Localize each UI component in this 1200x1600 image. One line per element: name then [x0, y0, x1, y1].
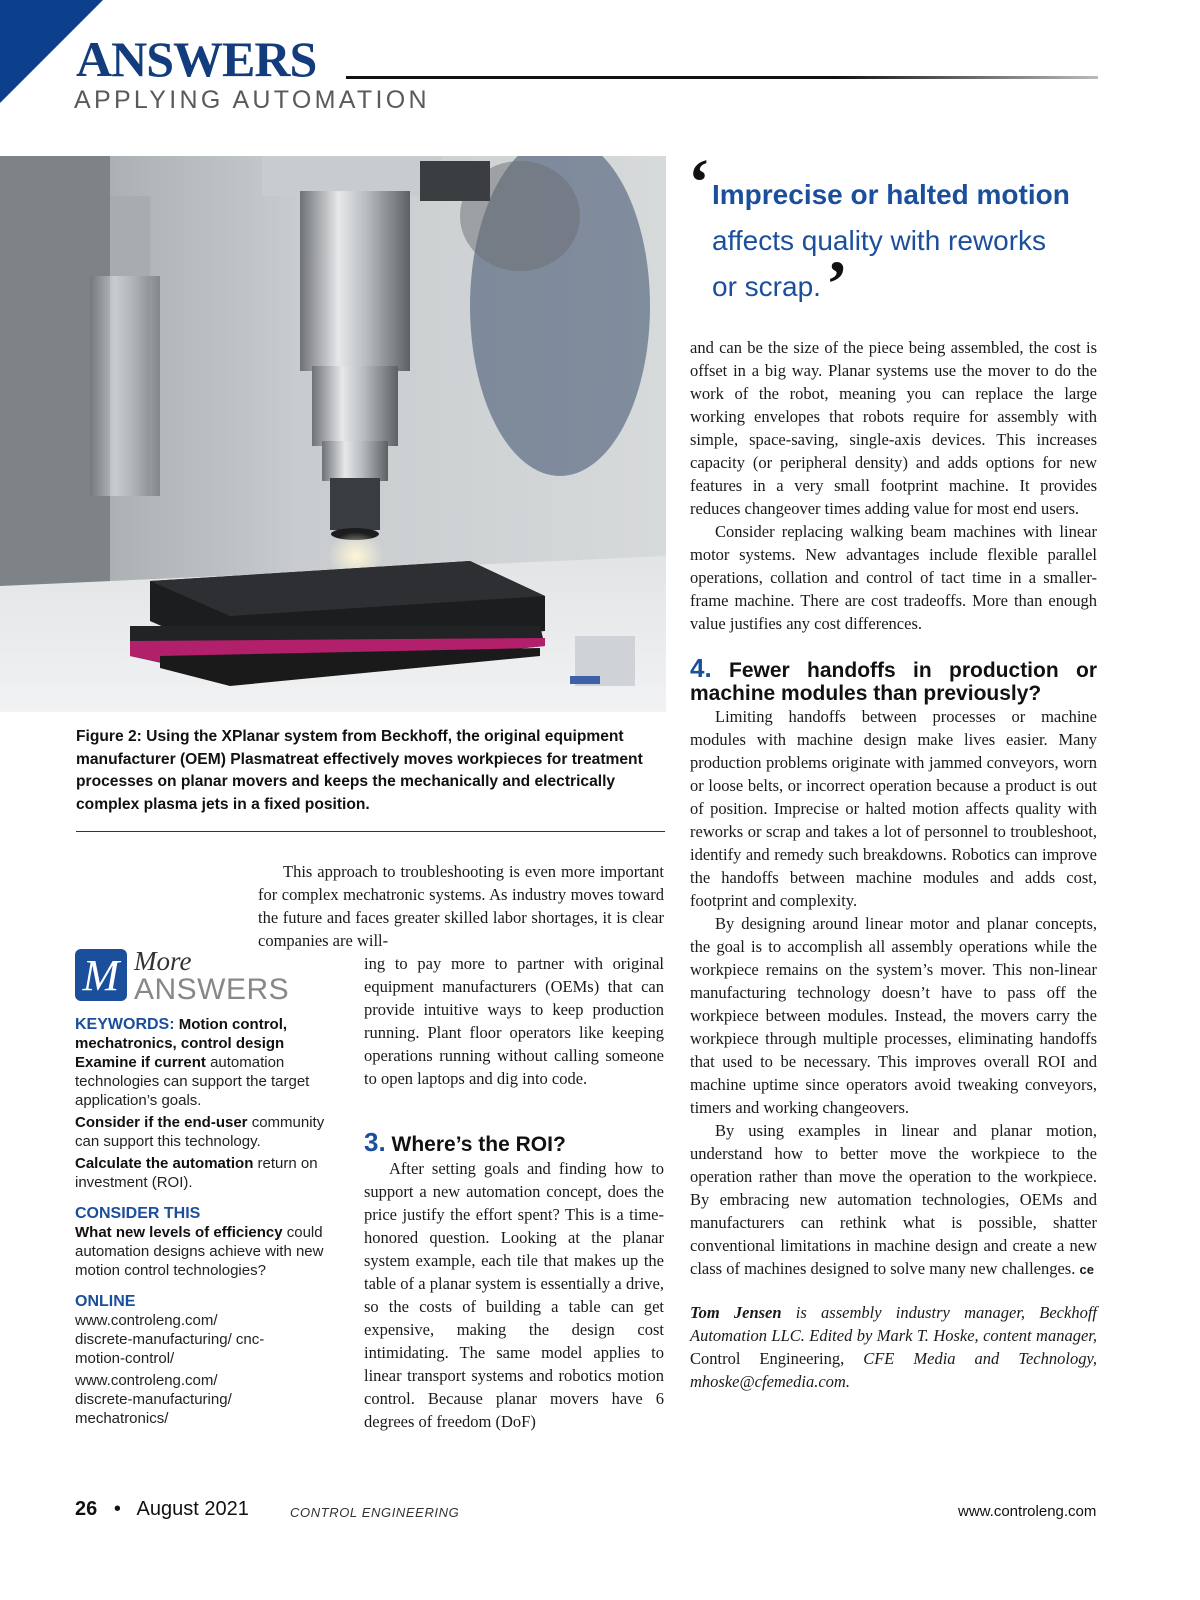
figure-caption: Figure 2: Using the XPlanar system from Beckhoff, the original equipment manufacturer (OEM) Plasmatreat effectively moves workpieces for treatment processes on planar movers and keeps the mechanically and electrically complex plasma jets in a fixed position. — [76, 728, 643, 813]
issue-date: August 2021 — [136, 1498, 249, 1520]
keywords-block — [75, 1015, 345, 1053]
sidebar-item: Examine if current automation technologies can support the target application’s goals. — [75, 1054, 310, 1109]
figure-photo — [0, 156, 666, 712]
paragraph: Consider replacing walking beam machines with linear motor systems. New advantages include flexible parallel operations, collation and control of tact time in a smaller-frame machine. There are cost tradeoffs. More than enough value justifies any cost differences. — [690, 522, 1097, 633]
more-label: More — [134, 946, 192, 976]
paragraph: By using examples in linear and planar motion, understand how to better move the workpiece to the operation rather than move the operation to the workpiece. By embracing new automation technologies, OEMs and manufacturers can rethink what is possible, shatter conventional limitations in machine design and create a new class of machines designed to solve many new challenges. ce — [690, 1121, 1097, 1278]
section-title: ANSWERS — [76, 31, 317, 87]
online-label: ONLINE — [75, 1293, 136, 1310]
intro-paragraph-bottom — [364, 952, 664, 1090]
keywords-label: KEYWORDS: — [75, 1016, 175, 1033]
right-column — [690, 336, 1097, 1393]
pull-quote-rest: affects quality with reworks or scrap. — [712, 225, 1047, 302]
sidebar-item: Calculate the automation return on investment (ROI). — [75, 1155, 318, 1191]
answers-label: ANSWERS — [134, 973, 290, 1006]
author-name: Tom Jensen — [690, 1303, 782, 1322]
more-answers-logo: M — [75, 949, 127, 1001]
section-subtitle: APPLYING AUTOMATION — [74, 86, 430, 114]
footer-left — [75, 1498, 249, 1521]
page-number: 26 — [75, 1498, 98, 1520]
intro-text: This approach to troubleshooting is even more important for complex mechatronic systems. As industry moves toward the future and faces greater skilled labor shortages, it is clear companies are will- — [258, 862, 664, 950]
pull-quote — [712, 172, 1112, 310]
online-link[interactable]: www.controleng.com/ discrete-manufacturing/ cnc-motion-control/ — [75, 1312, 265, 1367]
intro-continued: ing to pay more to partner with original equipment manufacturers (OEMs) that can provide intuitive ways to keep production running. Plant floor operators like keeping operations running without calling someone to open laptops and dig into code. — [364, 954, 664, 1088]
close-quote-mark: ’ — [826, 248, 848, 321]
footer-url[interactable]: www.controleng.com — [958, 1503, 1097, 1520]
sidebar-item: Consider if the end-user community can support this technology. — [75, 1114, 325, 1150]
consider-text: What new levels of efficiency could automation designs achieve with new motion control technologies? — [75, 1224, 324, 1279]
pull-quote-bold: Imprecise or halted motion — [712, 179, 1070, 210]
more-answers-sidebar — [75, 1015, 345, 1431]
section-3-number: 3. — [364, 1127, 386, 1157]
open-quote-mark: ‘ — [688, 146, 710, 219]
paragraph: and can be the size of the piece being assembled, the cost is offset in a big way. Planar systems use the mover to do the work of the robot, meaning you can replace the large working envelopes that robots require for assembly with simple, space-saving, single-axis devices. This increases capacity (or peripheral density) and adds options for new features in a very small footprint machine. It provides reduces changeover times adding value for most end users. — [690, 338, 1097, 518]
section-4-number: 4. — [690, 653, 712, 683]
paragraph: Limiting handoffs between processes or machine modules with machine design make lives easier. Many production problems originate with jammed conveyors, worn or loose belts, or incorrect operation because a product is out of position. Imprecise or halted motion affects quality with reworks or scrap and takes a lot of personnel to troubleshoot, identify and remedy such breakdowns. Robotics can improve the handoffs between machine modules and adds cost, footprint and complexity. — [690, 707, 1097, 910]
caption-rule — [76, 831, 665, 832]
author-bio: Tom Jensen is assembly industry manager, Beckhoff Automation LLC. Edited by Mark T. Hoske, content manager, Control Engineering, CFE Media and Technology, mhoske@cfemedia.com. — [690, 1303, 1098, 1391]
section-3-body — [364, 1157, 664, 1433]
section-3-title: Where’s the ROI? — [391, 1133, 566, 1156]
paragraph: By designing around linear motor and planar concepts, the goal is to accomplish all assembly operations while the workpiece remains on the system’s mover. This non-linear manufacturing technology doesn’t have to pass off the workpiece between modules. Instead, the movers carry the workpiece through multiple processes, eliminating handoffs that used to be necessary. This improves overall ROI and machine uptime since operators avoid tweaking conveyors, timers and working changeovers. — [690, 914, 1097, 1117]
intro-paragraph-top — [258, 860, 664, 952]
magazine-name: CONTROL ENGINEERING — [290, 1505, 460, 1520]
footer-bullet: • — [113, 1498, 121, 1520]
section-4-title: Fewer handoffs in production or machine modules than previously? — [690, 659, 1097, 705]
section-4-heading — [690, 653, 1097, 705]
section-3-text: After setting goals and finding how to support a new automation concept, does the price justify the effort spent? This is a time-honored question. Looking at the planar system example, each tile that makes up the table of a planar system is essentially a drive, so the costs of building a table can get expensive, making the design cost intimidating. The same model applies to linear transport systems and robotics motion control. Because planar movers have 6 degrees of freedom (DoF) — [364, 1159, 664, 1431]
header-rule — [346, 76, 1098, 79]
keywords-text: Motion control, mechatronics, control design — [75, 1016, 288, 1052]
end-mark: ce — [1079, 1262, 1094, 1277]
online-link[interactable]: www.controleng.com/ discrete-manufacturing/ mechatronics/ — [75, 1372, 232, 1427]
section-3-heading — [364, 1127, 664, 1157]
consider-label: CONSIDER THIS — [75, 1205, 201, 1222]
